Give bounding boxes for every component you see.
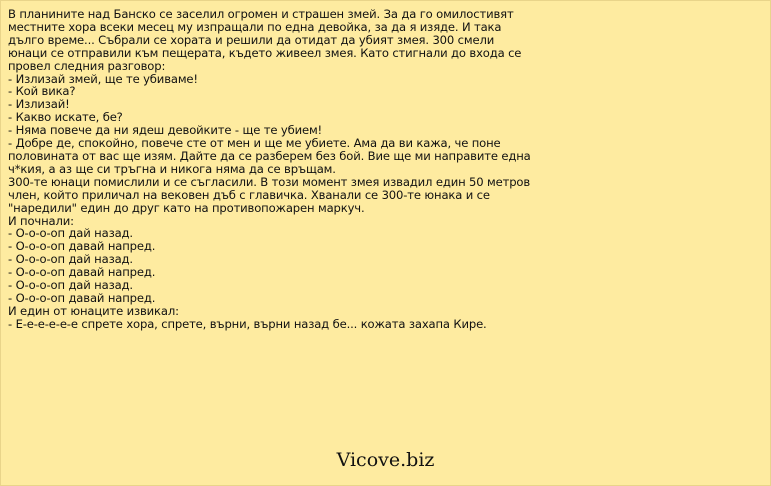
text-line: член, който приличал на вековен дъб с главичка. Хванали се 300-те юнака и се [8, 187, 490, 202]
text-line: местните хора всеки месец му изпращали по една девойка, за да я изяде. И така [8, 19, 502, 34]
text-line: - Добре де, спокойно, повече сте от мен и ще ме убиете. Ама да ви кажа, че поне [8, 136, 501, 151]
text-line: - Какво искате, бе? [8, 110, 123, 125]
text-line: 300-те юнаци помислили и се съгласили. В този момент змея извадил един 50 метров [8, 174, 531, 189]
text-line: провел следния разговор: [8, 58, 166, 73]
text-line: - О-о-о-оп давай напред. [8, 239, 156, 254]
text-line: "наредили" един до друг като на противопожарен маркуч. [8, 200, 365, 215]
text-line: ч*кия, а аз ще си тръгна и никога няма да се връщам. [8, 161, 336, 176]
text-line: - О-о-о-оп дай назад. [8, 226, 133, 241]
text-line: - Кой вика? [8, 84, 76, 99]
text-line: половината от вас ще изям. Дайте да се разберем без бой. Вие ще ми направите една [8, 148, 531, 163]
text-line: - О-о-о-оп давай напред. [8, 265, 156, 280]
text-line: - О-о-о-оп давай напред. [8, 290, 156, 305]
text-line: - Няма повече да ни ядеш девойките - ще те убием! [8, 123, 323, 138]
text-line: - О-о-о-оп дай назад. [8, 278, 133, 293]
site-watermark: Vicove.biz [336, 449, 435, 471]
text-line: И един от юнаците извикал: [8, 303, 179, 318]
text-line: юнаци се отправили към пещерата, където живеел змея. Като стигнали до входа се [8, 45, 522, 60]
text-line: - О-о-о-оп дай назад. [8, 252, 133, 267]
text-line: И почнали: [8, 213, 74, 228]
joke-text [8, 8, 588, 331]
text-line: В планините над Банско се заселил огромен и страшен змей. За да го омилостивят [8, 7, 514, 21]
text-line: дълго време... Събрали се хората и решили да отидат да убият змея. 300 смели [8, 32, 495, 47]
text-line: - Е-е-е-е-е-е спрете хора, спрете, върни, върни назад бе... кожата захапа Кире. [8, 316, 487, 331]
text-line: - Излизай змей, ще те убиваме! [8, 71, 198, 86]
text-line: - Излизай! [8, 97, 70, 112]
